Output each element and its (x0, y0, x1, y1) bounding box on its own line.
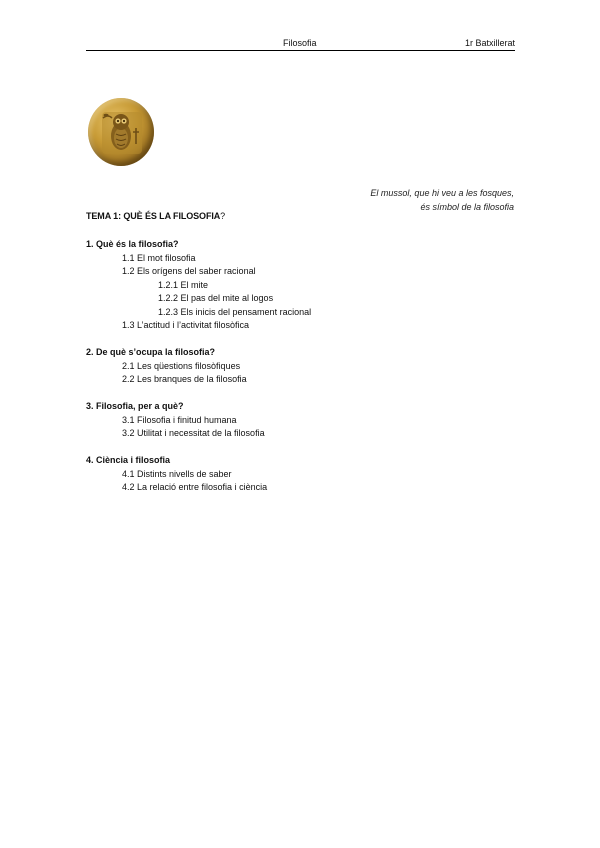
header-subject: Filosofia (283, 38, 317, 48)
title-question-mark: ? (220, 211, 226, 221)
toc-section-heading: 1. Què és la filosofia? (86, 239, 179, 249)
header-course: 1r Batxillerat (464, 38, 515, 48)
toc-section-heading: 4. Ciència i filosofia (86, 455, 171, 465)
toc-item: 1.2 Els orígens del saber racional (122, 266, 256, 276)
toc-subitem: 1.2.3 Els inicis del pensament racional (158, 306, 312, 317)
table-of-contents (86, 238, 311, 508)
toc-section (86, 454, 311, 495)
toc-section (86, 238, 311, 333)
toc-item: 3.2 Utilitat i necessitat de la filosofia (122, 428, 265, 438)
owl-icon (88, 98, 154, 166)
toc-item: 4.1 Distints nivells de saber (122, 468, 232, 479)
toc-section-heading: 2. De què s’ocupa la filosofia? (86, 347, 216, 357)
caption-line: és símbol de la filosofia (420, 202, 514, 212)
page-header (86, 37, 515, 51)
toc-item: 4.2 La relació entre filosofia i ciència (122, 482, 268, 492)
page-title (86, 211, 225, 221)
toc-item: 1.3 L’actitud i l’activitat filosòfica (122, 320, 250, 330)
toc-item: 2.1 Les qüestions filosòfiques (122, 360, 241, 371)
toc-section (86, 346, 311, 387)
title-text: TEMA 1: QUÈ ÉS LA FILOSOFIA (86, 211, 221, 221)
toc-section (86, 400, 311, 441)
toc-item: 2.2 Les branques de la filosofia (122, 374, 247, 384)
owl-coin-image (88, 98, 154, 166)
caption-line: El mussol, que hi veu a les fosques, (370, 188, 514, 198)
toc-item: 3.1 Filosofia i finitud humana (122, 414, 237, 425)
owl-caption (370, 186, 514, 214)
toc-item: 1.1 El mot filosofia (122, 252, 196, 263)
toc-subitem: 1.2.1 El mite (158, 279, 209, 290)
toc-section-heading: 3. Filosofia, per a què? (86, 401, 184, 411)
toc-subitem: 1.2.2 El pas del mite al logos (158, 293, 274, 303)
